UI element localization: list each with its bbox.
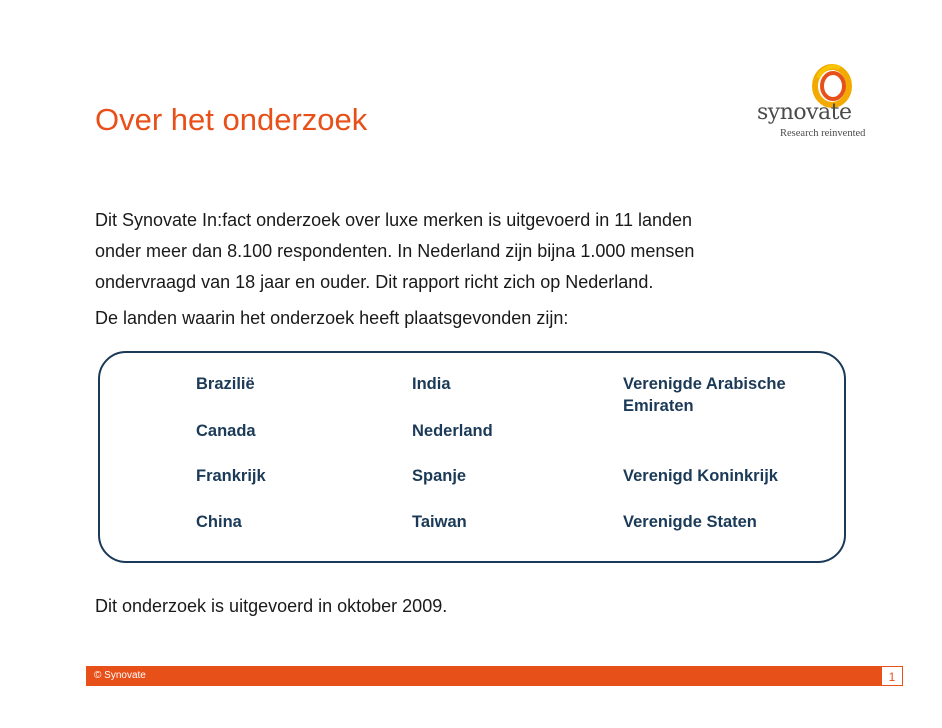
intro-text bbox=[95, 205, 855, 334]
page-number: 1 bbox=[881, 666, 903, 686]
logo-tagline: Research reinvented bbox=[780, 128, 866, 139]
survey-date-note: Dit onderzoek is uitgevoerd in oktober 2009. bbox=[95, 596, 448, 616]
country-brazil: Brazilië bbox=[196, 375, 255, 393]
country-uae: Verenigde Arabische Emiraten bbox=[623, 375, 786, 415]
country-usa: Verenigde Staten bbox=[623, 513, 757, 531]
intro-line-4: De landen waarin het onderzoek heeft plaatsgevonden zijn: bbox=[95, 308, 569, 328]
country-taiwan: Taiwan bbox=[412, 513, 467, 531]
country-china: China bbox=[196, 513, 242, 531]
country-france: Frankrijk bbox=[196, 467, 266, 485]
intro-line-2: onder meer dan 8.100 respondenten. In Nederland zijn bijna 1.000 mensen bbox=[95, 241, 695, 261]
country-netherlands: Nederland bbox=[412, 422, 493, 440]
footer-copyright: © Synovate bbox=[94, 670, 146, 681]
countries-box bbox=[98, 351, 846, 563]
slide-title: Over het onderzoek bbox=[95, 102, 368, 137]
synovate-logo bbox=[752, 64, 866, 144]
country-india: India bbox=[412, 375, 451, 393]
country-spain: Spanje bbox=[412, 467, 467, 485]
logo-wordmark: synovate bbox=[757, 100, 852, 125]
country-uk: Verenigd Koninkrijk bbox=[623, 467, 778, 485]
footer-bar bbox=[86, 666, 903, 686]
country-canada: Canada bbox=[196, 422, 256, 440]
intro-line-1: Dit Synovate In:fact onderzoek over luxe merken is uitgevoerd in 11 landen bbox=[95, 210, 693, 230]
intro-line-3: ondervraagd van 18 jaar en ouder. Dit rapport richt zich op Nederland. bbox=[95, 272, 654, 292]
